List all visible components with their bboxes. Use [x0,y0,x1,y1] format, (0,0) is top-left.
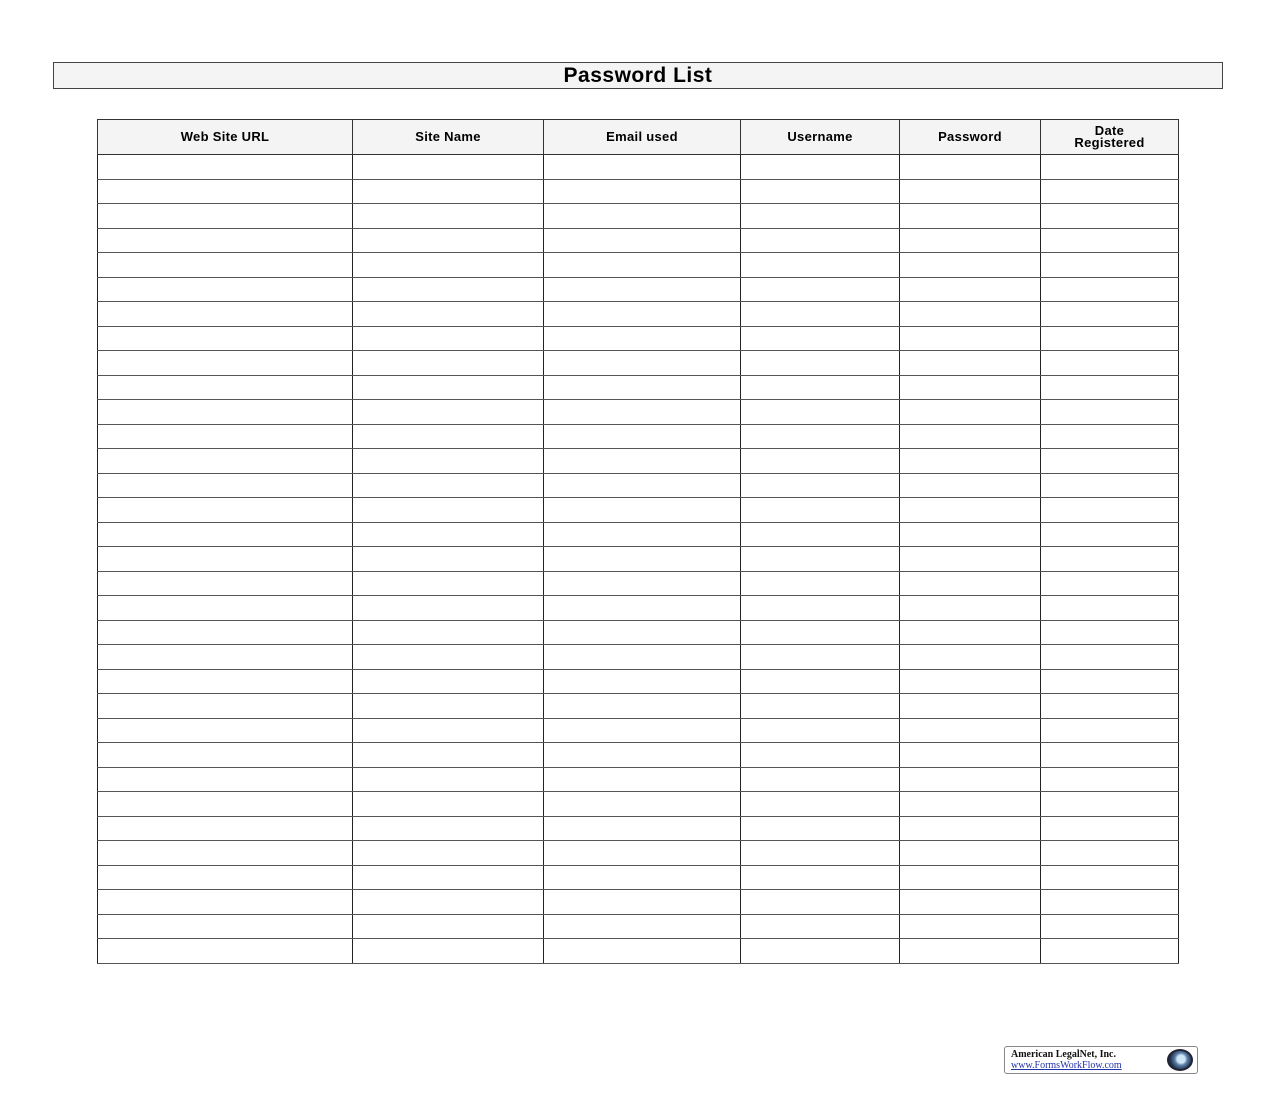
footer-url-link[interactable]: www.FormsWorkFlow.com [1011,1060,1122,1071]
table-row [98,326,1179,351]
cell-site-name[interactable] [353,204,544,229]
cell-email-used[interactable] [544,179,741,204]
cell-email-used[interactable] [544,694,741,719]
cell-email-used[interactable] [544,743,741,768]
cell-email-used[interactable] [544,498,741,523]
cell-web-site-url[interactable] [98,204,353,229]
cell-password[interactable] [900,816,1041,841]
cell-site-name[interactable] [353,277,544,302]
cell-email-used[interactable] [544,302,741,327]
cell-password[interactable] [900,669,1041,694]
table-row [98,155,1179,180]
cell-username[interactable] [741,424,900,449]
table-row [98,865,1179,890]
cell-email-used[interactable] [544,645,741,670]
cell-email-used[interactable] [544,767,741,792]
cell-site-name[interactable] [353,767,544,792]
table-row [98,375,1179,400]
cell-password[interactable] [900,841,1041,866]
cell-date-registered[interactable] [1041,155,1179,180]
cell-username[interactable] [741,596,900,621]
cell-date-registered[interactable] [1041,841,1179,866]
cell-web-site-url[interactable] [98,277,353,302]
cell-site-name[interactable] [353,645,544,670]
cell-date-registered[interactable] [1041,228,1179,253]
table-row [98,645,1179,670]
table-row [98,522,1179,547]
cell-username[interactable] [741,179,900,204]
cell-date-registered[interactable] [1041,302,1179,327]
cell-username[interactable] [741,302,900,327]
cell-password[interactable] [900,939,1041,964]
cell-site-name[interactable] [353,669,544,694]
table-row [98,792,1179,817]
cell-password[interactable] [900,865,1041,890]
cell-site-name[interactable] [353,816,544,841]
cell-site-name[interactable] [353,400,544,425]
cell-username[interactable] [741,522,900,547]
cell-password[interactable] [900,596,1041,621]
cell-site-name[interactable] [353,498,544,523]
cell-date-registered[interactable] [1041,914,1179,939]
cell-date-registered[interactable] [1041,375,1179,400]
table-row [98,204,1179,229]
cell-web-site-url[interactable] [98,547,353,572]
cell-site-name[interactable] [353,865,544,890]
cell-web-site-url[interactable] [98,841,353,866]
globe-icon [1167,1049,1193,1071]
cell-web-site-url[interactable] [98,326,353,351]
cell-date-registered[interactable] [1041,253,1179,278]
cell-site-name[interactable] [353,473,544,498]
table-row [98,179,1179,204]
cell-password[interactable] [900,302,1041,327]
cell-username[interactable] [741,620,900,645]
cell-username[interactable] [741,571,900,596]
cell-web-site-url[interactable] [98,155,353,180]
cell-username[interactable] [741,767,900,792]
cell-password[interactable] [900,351,1041,376]
cell-email-used[interactable] [544,228,741,253]
table-row [98,620,1179,645]
cell-date-registered[interactable] [1041,277,1179,302]
table-row [98,939,1179,964]
table-row [98,400,1179,425]
cell-username[interactable] [741,841,900,866]
cell-web-site-url[interactable] [98,375,353,400]
cell-site-name[interactable] [353,743,544,768]
cell-web-site-url[interactable] [98,253,353,278]
cell-date-registered[interactable] [1041,865,1179,890]
cell-site-name[interactable] [353,596,544,621]
cell-password[interactable] [900,155,1041,180]
cell-web-site-url[interactable] [98,498,353,523]
cell-web-site-url[interactable] [98,351,353,376]
cell-password[interactable] [900,620,1041,645]
cell-password[interactable] [900,547,1041,572]
cell-site-name[interactable] [353,718,544,743]
cell-web-site-url[interactable] [98,571,353,596]
cell-email-used[interactable] [544,424,741,449]
table-row [98,890,1179,915]
cell-site-name[interactable] [353,890,544,915]
cell-web-site-url[interactable] [98,302,353,327]
table-row [98,694,1179,719]
cell-web-site-url[interactable] [98,424,353,449]
cell-email-used[interactable] [544,400,741,425]
cell-date-registered[interactable] [1041,939,1179,964]
cell-date-registered[interactable] [1041,204,1179,229]
cell-username[interactable] [741,939,900,964]
cell-username[interactable] [741,669,900,694]
cell-username[interactable] [741,890,900,915]
table-row [98,596,1179,621]
table-row [98,449,1179,474]
cell-username[interactable] [741,865,900,890]
cell-site-name[interactable] [353,449,544,474]
cell-password[interactable] [900,767,1041,792]
cell-username[interactable] [741,498,900,523]
table-row [98,351,1179,376]
cell-date-registered[interactable] [1041,473,1179,498]
cell-date-registered[interactable] [1041,547,1179,572]
cell-date-registered[interactable] [1041,816,1179,841]
column-header-web-site-url: Web Site URL [98,120,353,155]
cell-email-used[interactable] [544,571,741,596]
footer-logo [1004,1046,1198,1074]
cell-password[interactable] [900,277,1041,302]
table-row [98,498,1179,523]
cell-web-site-url[interactable] [98,473,353,498]
cell-username[interactable] [741,228,900,253]
cell-username[interactable] [741,914,900,939]
cell-username[interactable] [741,375,900,400]
cell-site-name[interactable] [353,424,544,449]
cell-password[interactable] [900,914,1041,939]
cell-username[interactable] [741,277,900,302]
cell-password[interactable] [900,424,1041,449]
cell-username[interactable] [741,694,900,719]
cell-username[interactable] [741,400,900,425]
cell-web-site-url[interactable] [98,792,353,817]
cell-email-used[interactable] [544,816,741,841]
document-title-bar [53,62,1223,89]
cell-email-used[interactable] [544,669,741,694]
table-row [98,718,1179,743]
cell-date-registered[interactable] [1041,179,1179,204]
cell-web-site-url[interactable] [98,694,353,719]
cell-email-used[interactable] [544,620,741,645]
cell-email-used[interactable] [544,155,741,180]
cell-password[interactable] [900,375,1041,400]
table-row [98,816,1179,841]
table-row [98,228,1179,253]
cell-email-used[interactable] [544,449,741,474]
cell-password[interactable] [900,400,1041,425]
cell-web-site-url[interactable] [98,890,353,915]
cell-username[interactable] [741,449,900,474]
cell-username[interactable] [741,473,900,498]
cell-email-used[interactable] [544,939,741,964]
cell-email-used[interactable] [544,841,741,866]
column-header-username: Username [741,120,900,155]
cell-date-registered[interactable] [1041,718,1179,743]
cell-web-site-url[interactable] [98,718,353,743]
document-title: Password List [563,63,713,87]
column-header-email-used: Email used [544,120,741,155]
cell-site-name[interactable] [353,522,544,547]
cell-username[interactable] [741,743,900,768]
cell-password[interactable] [900,718,1041,743]
cell-username[interactable] [741,351,900,376]
cell-web-site-url[interactable] [98,400,353,425]
cell-site-name[interactable] [353,939,544,964]
footer-company: American LegalNet, Inc. [1011,1049,1116,1060]
cell-web-site-url[interactable] [98,645,353,670]
table-header-row [98,120,1179,155]
cell-email-used[interactable] [544,914,741,939]
table-row [98,914,1179,939]
cell-username[interactable] [741,547,900,572]
cell-site-name[interactable] [353,620,544,645]
table-row [98,473,1179,498]
table-row [98,743,1179,768]
cell-date-registered[interactable] [1041,400,1179,425]
cell-username[interactable] [741,645,900,670]
cell-date-registered[interactable] [1041,522,1179,547]
cell-password[interactable] [900,253,1041,278]
cell-email-used[interactable] [544,865,741,890]
table-row [98,277,1179,302]
cell-password[interactable] [900,204,1041,229]
cell-site-name[interactable] [353,253,544,278]
table-row [98,841,1179,866]
cell-email-used[interactable] [544,326,741,351]
cell-email-used[interactable] [544,792,741,817]
cell-password[interactable] [900,743,1041,768]
cell-web-site-url[interactable] [98,865,353,890]
cell-email-used[interactable] [544,277,741,302]
cell-date-registered[interactable] [1041,694,1179,719]
cell-username[interactable] [741,718,900,743]
cell-web-site-url[interactable] [98,620,353,645]
cell-site-name[interactable] [353,302,544,327]
cell-site-name[interactable] [353,547,544,572]
column-header-date-registered: Date Registered [1041,120,1179,155]
cell-date-registered[interactable] [1041,596,1179,621]
cell-username[interactable] [741,204,900,229]
cell-web-site-url[interactable] [98,179,353,204]
cell-date-registered[interactable] [1041,351,1179,376]
cell-password[interactable] [900,179,1041,204]
cell-site-name[interactable] [353,571,544,596]
cell-email-used[interactable] [544,547,741,572]
cell-email-used[interactable] [544,718,741,743]
cell-web-site-url[interactable] [98,228,353,253]
cell-date-registered[interactable] [1041,620,1179,645]
cell-web-site-url[interactable] [98,449,353,474]
cell-password[interactable] [900,522,1041,547]
cell-username[interactable] [741,326,900,351]
table-row [98,253,1179,278]
cell-site-name[interactable] [353,792,544,817]
table-row [98,302,1179,327]
cell-web-site-url[interactable] [98,767,353,792]
cell-password[interactable] [900,498,1041,523]
table-row [98,547,1179,572]
table-row [98,669,1179,694]
cell-site-name[interactable] [353,841,544,866]
cell-web-site-url[interactable] [98,939,353,964]
cell-password[interactable] [900,890,1041,915]
cell-site-name[interactable] [353,326,544,351]
cell-site-name[interactable] [353,914,544,939]
cell-web-site-url[interactable] [98,522,353,547]
cell-email-used[interactable] [544,473,741,498]
cell-date-registered[interactable] [1041,498,1179,523]
password-table [97,119,1179,964]
cell-email-used[interactable] [544,253,741,278]
cell-password[interactable] [900,473,1041,498]
table-row [98,571,1179,596]
cell-web-site-url[interactable] [98,743,353,768]
cell-date-registered[interactable] [1041,669,1179,694]
cell-site-name[interactable] [353,228,544,253]
cell-email-used[interactable] [544,375,741,400]
cell-username[interactable] [741,253,900,278]
cell-site-name[interactable] [353,351,544,376]
cell-web-site-url[interactable] [98,669,353,694]
cell-date-registered[interactable] [1041,767,1179,792]
column-header-password: Password [900,120,1041,155]
cell-password[interactable] [900,645,1041,670]
cell-date-registered[interactable] [1041,449,1179,474]
cell-email-used[interactable] [544,596,741,621]
cell-email-used[interactable] [544,351,741,376]
cell-date-registered[interactable] [1041,571,1179,596]
cell-date-registered[interactable] [1041,890,1179,915]
cell-username[interactable] [741,155,900,180]
cell-date-registered[interactable] [1041,743,1179,768]
cell-password[interactable] [900,326,1041,351]
cell-web-site-url[interactable] [98,816,353,841]
cell-password[interactable] [900,792,1041,817]
cell-date-registered[interactable] [1041,424,1179,449]
cell-password[interactable] [900,571,1041,596]
cell-username[interactable] [741,792,900,817]
cell-site-name[interactable] [353,155,544,180]
table-row [98,424,1179,449]
cell-date-registered[interactable] [1041,645,1179,670]
cell-password[interactable] [900,449,1041,474]
column-header-site-name: Site Name [353,120,544,155]
cell-email-used[interactable] [544,522,741,547]
cell-web-site-url[interactable] [98,596,353,621]
cell-password[interactable] [900,228,1041,253]
cell-password[interactable] [900,694,1041,719]
cell-site-name[interactable] [353,375,544,400]
table-row [98,767,1179,792]
cell-username[interactable] [741,816,900,841]
cell-email-used[interactable] [544,204,741,229]
cell-site-name[interactable] [353,694,544,719]
cell-date-registered[interactable] [1041,792,1179,817]
cell-email-used[interactable] [544,890,741,915]
cell-date-registered[interactable] [1041,326,1179,351]
cell-site-name[interactable] [353,179,544,204]
cell-web-site-url[interactable] [98,914,353,939]
